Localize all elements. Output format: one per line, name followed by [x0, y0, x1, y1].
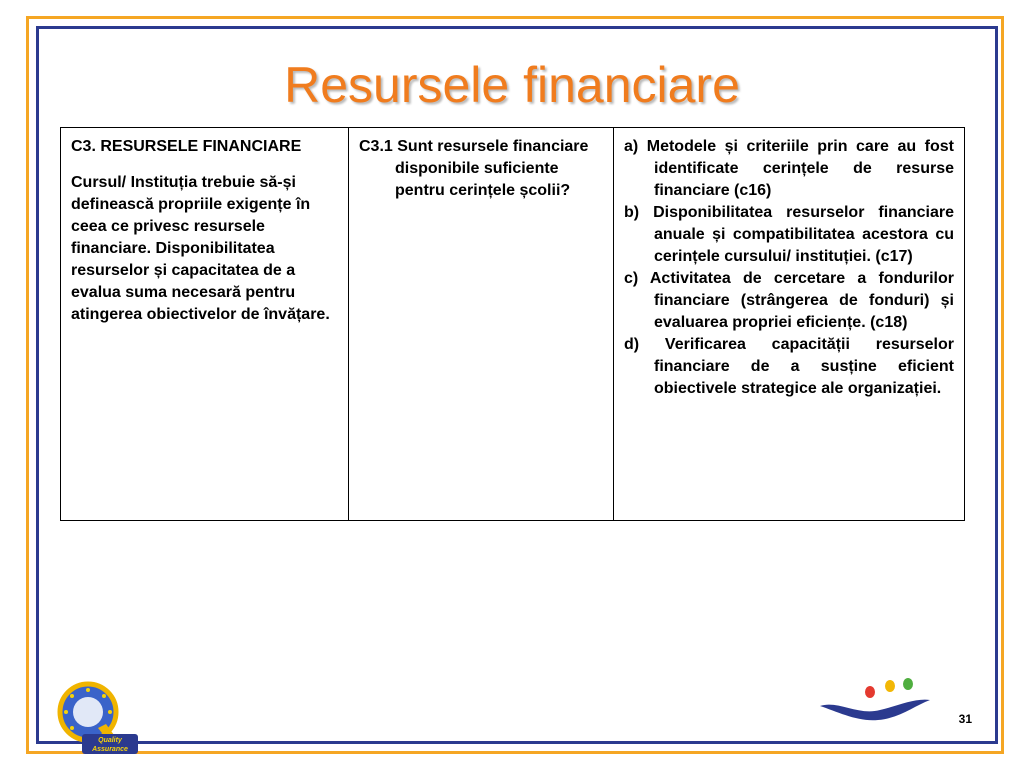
indicator-item-a: a) Metodele și criteriile prin care au fost identificate cerințele de resurse financiare (c16): [624, 138, 954, 199]
svg-text:Quality: Quality: [98, 737, 122, 744]
slide-title: Resursele financiare: [284, 57, 740, 113]
svg-text:Assurance: Assurance: [92, 746, 128, 753]
page-number: 31: [958, 712, 972, 726]
indicator-item-c: c) Activitatea de cercetare a fondurilor financiare (strângerea de fonduri) și evaluarea propriei eficiențe. (c18): [624, 270, 954, 331]
criterion-cell: [61, 128, 349, 521]
criterion-heading: C3. RESURSELE FINANCIARE: [71, 138, 302, 155]
question-text: C3.1 Sunt resursele financiare disponibile suficiente pentru cerințele școlii?: [359, 138, 589, 199]
criterion-description: Cursul/ Instituția trebuie să-și definească propriile exigențe în ceea ce privesc resursele financiare. Disponibilitatea resurselor și capacitatea de a evalua suma necesară pentru atingerea obiectivelor de învățare.: [71, 174, 330, 323]
indicator-item-d: d) Verificarea capacității resurselor financiare de a susține eficient obiectivele strategice ale organizației.: [624, 336, 954, 397]
table-row: [61, 128, 965, 521]
eu-dots-wave-logo-icon: [818, 676, 938, 731]
indicators-cell: [614, 128, 965, 521]
question-cell: [349, 128, 614, 521]
criteria-table: [60, 127, 965, 521]
indicator-item-b: b) Disponibilitatea resurselor financiare anuale și compatibilitatea acestora cu cerințele cursului/ instituției. (c17): [624, 204, 954, 265]
quality-q-logo-icon: [52, 676, 148, 761]
